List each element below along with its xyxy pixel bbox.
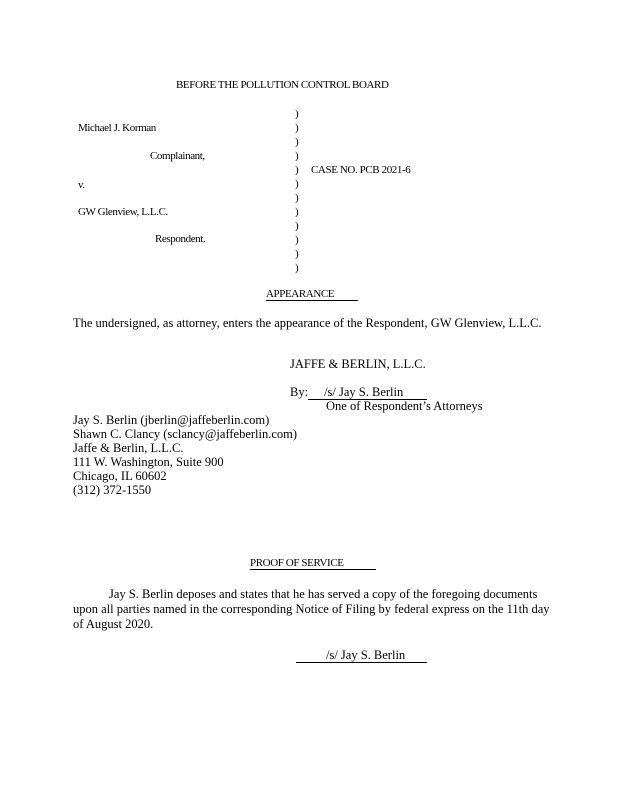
proof-line-3: of August 2020. bbox=[73, 617, 154, 631]
attorney-line: (312) 372-1550 bbox=[73, 483, 152, 497]
caption-paren: ) bbox=[295, 136, 299, 148]
attorney-line: Shawn C. Clancy (sclancy@jaffeberlin.com) bbox=[73, 427, 298, 441]
caption-paren: ) bbox=[295, 150, 299, 162]
versus-label: v. bbox=[78, 179, 85, 191]
by-label: By: bbox=[290, 385, 309, 399]
case-number: CASE NO. PCB 2021-6 bbox=[311, 164, 411, 176]
proof-signature-text: /s/ Jay S. Berlin bbox=[296, 649, 427, 663]
respondent-role: Respondent. bbox=[155, 233, 206, 245]
caption-paren: ) bbox=[295, 178, 299, 190]
caption-paren: ) bbox=[295, 164, 299, 176]
caption-paren: ) bbox=[295, 192, 299, 204]
caption-paren: ) bbox=[295, 206, 299, 218]
proof-line-2: upon all parties named in the corresponding Notice of Filing by federal express on the 11th day bbox=[73, 602, 550, 616]
caption-paren: ) bbox=[295, 234, 299, 246]
attorney-line: Chicago, IL 60602 bbox=[73, 469, 167, 483]
caption-paren: ) bbox=[295, 122, 299, 134]
attorney-line: Jaffe & Berlin, L.L.C. bbox=[73, 441, 184, 455]
attorney-line: Jay S. Berlin (jberlin@jaffeberlin.com) bbox=[73, 413, 270, 427]
attorney-line: 111 W. Washington, Suite 900 bbox=[73, 455, 224, 469]
complainant-role: Complainant, bbox=[150, 150, 205, 162]
respondent-name: GW Glenview, L.L.C. bbox=[78, 206, 168, 218]
proof-of-service-heading-text: PROOF OF SERVICE bbox=[250, 558, 376, 570]
firm-name: JAFFE & BERLIN, L.L.C. bbox=[290, 357, 426, 371]
proof-signature bbox=[296, 649, 427, 663]
appearance-signature: /s/ Jay S. Berlin bbox=[308, 386, 427, 400]
caption-paren: ) bbox=[295, 248, 299, 260]
appearance-heading-text: APPEARANCE bbox=[266, 289, 358, 301]
by-line bbox=[290, 386, 427, 400]
caption-paren: ) bbox=[295, 108, 299, 120]
proof-of-service-heading bbox=[250, 558, 376, 570]
court-title: BEFORE THE POLLUTION CONTROL BOARD bbox=[176, 79, 389, 91]
appearance-heading bbox=[266, 289, 358, 301]
caption-paren: ) bbox=[295, 220, 299, 232]
caption-paren: ) bbox=[295, 262, 299, 274]
appearance-body: The undersigned, as attorney, enters the appearance of the Respondent, GW Glenview, L.L.C. bbox=[73, 316, 542, 330]
complainant-name: Michael J. Korman bbox=[78, 122, 156, 134]
proof-line-1: Jay S. Berlin deposes and states that he has served a copy of the foregoing documents bbox=[109, 587, 538, 601]
signer-title: One of Respondent’s Attorneys bbox=[326, 399, 483, 413]
